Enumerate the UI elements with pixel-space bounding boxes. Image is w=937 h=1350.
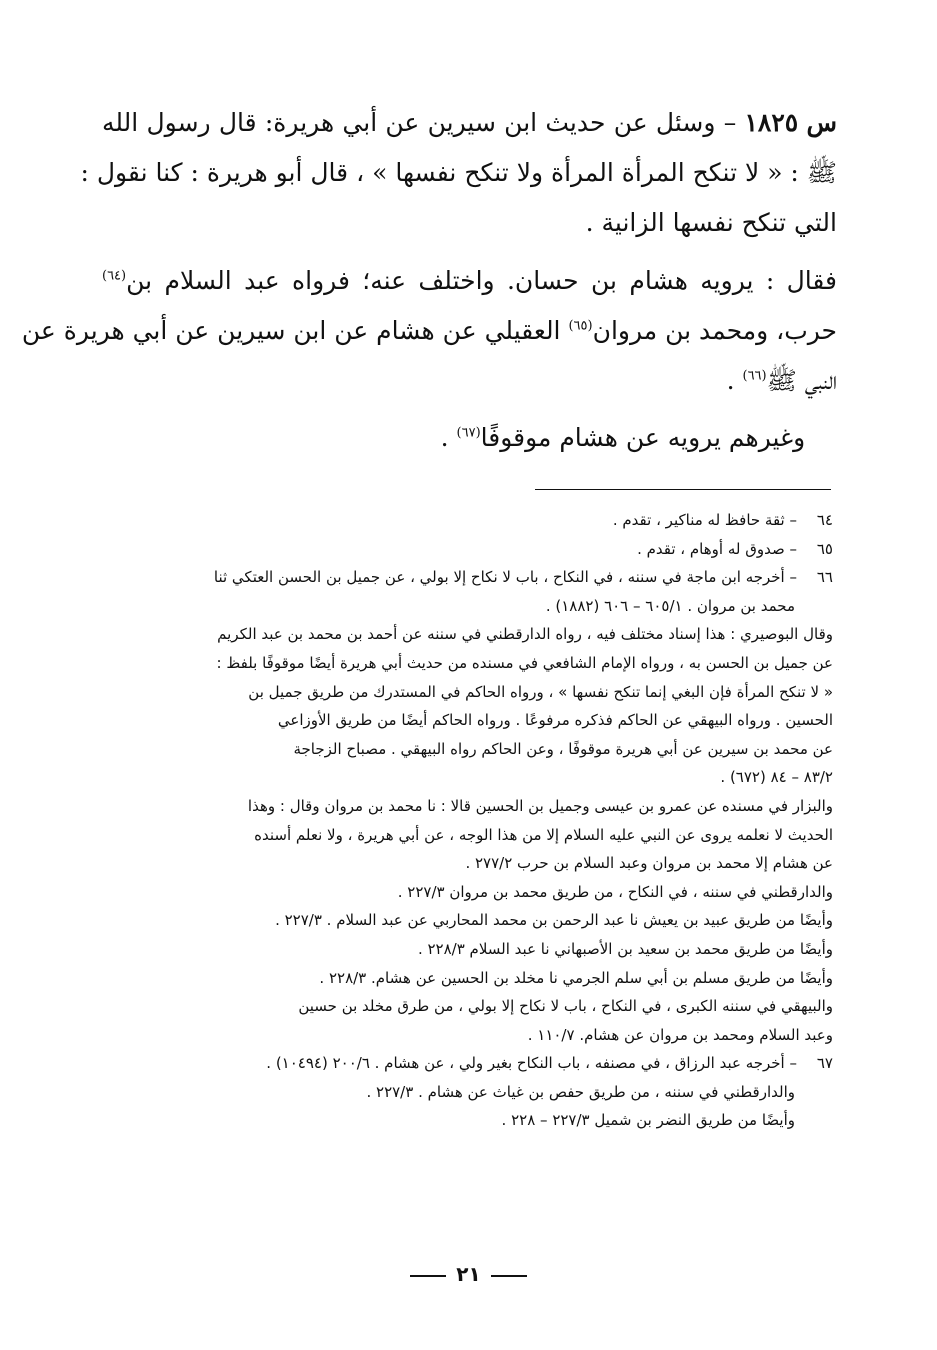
answer-line-2 [21, 306, 837, 356]
footnote-66-line: الحسين . ورواه البيهقي عن الحاكم فذكره مرفوعًا . ورواه الحاكم أيضًا من طريق الأوزاعي [277, 711, 833, 730]
footnote-66-line: وأيضًا من طريق مسلم بن أبي سلم الجرمي نا مخلد بن الحسين عن هشام. ٢٢٨/٣ . [319, 968, 833, 987]
footnote-64 [98, 506, 833, 535]
footnote-66-line: « لا تنكح المرأة فإن البغي إنما تنكح نفسها » ، ورواه الحاكم في المستدرك من طريق جميل بن [248, 682, 833, 701]
footnote-separator [535, 489, 831, 490]
footnotes [98, 506, 833, 1135]
page-number-dash [491, 1275, 527, 1277]
page-number [0, 1262, 937, 1286]
footnote-66-line: وقال البوصيري : هذا إسناد مختلف فيه ، رواه الدارقطني في سننه عن أحمد بن محمد بن عبد الكريم [217, 625, 833, 644]
footnote-66-line: ٨٣/٢ – ٨٤ (٦٧٢) . [720, 768, 833, 787]
question-line-1 [102, 98, 837, 148]
footnote-number: ٦٤ [816, 511, 833, 529]
footnote-ref-66[interactable]: (٦٦) [742, 368, 767, 384]
footnote-text: – أخرجه ابن ماجة في سننه ، في النكاح ، باب لا نكاح إلا بولي ، عن جميل بن الحسن العتكي ثنا [213, 568, 797, 587]
footnote-66-line: الحديث لا نعلمه يروى عن النبي عليه السلام إلا من هذا الوجه ، عن أبي هريرة ، ولا نعلم أسنده [254, 825, 833, 844]
answer2-end: . [440, 423, 449, 452]
footnote-number: ٦٧ [816, 1054, 833, 1073]
question-line-2: ﷺ : « لا تنكح المرأة المرأة ولا تنكح نفسها » ، قال أبو هريرة : كنا نقول : [80, 158, 837, 187]
footnote-number: ٦٥ [816, 539, 833, 558]
footnote-ref-67[interactable]: (٦٧) [456, 425, 481, 441]
footnote-66-line: محمد بن مروان . ٦٠٥/١ – ٦٠٦ (١٨٨٢) . [545, 596, 795, 615]
answer2-line [102, 413, 837, 463]
footnote-67 [98, 1049, 833, 1078]
footnote-66-line: عن هشام إلا محمد بن مروان وعبد السلام بن حرب ٢٧٧/٢ . [465, 854, 833, 873]
answer2-text: وغيرهم يرويه عن هشام موقوفًا [480, 423, 806, 452]
page-number-value: ٢١ [456, 1262, 481, 1286]
footnote-67-line: وأيضًا من طريق النضر بن شميل ٢٢٧/٣ – ٢٢٨ . [501, 1111, 795, 1130]
footnote-66 [98, 563, 833, 592]
footnote-67-line: والدارقطني في سننه ، من طريق حفص بن غياث عن هشام . ٢٢٧/٣ . [366, 1082, 795, 1101]
question-line-3: التي تنكح نفسها الزانية . [585, 208, 837, 237]
footnote-ref-65[interactable]: (٦٥) [568, 318, 593, 334]
footnote-66-line: وأيضًا من طريق عبيد بن يعيش نا عبد الرحمن بن محمد المحاربي عن عبد السلام . ٢٢٧/٣ . [275, 911, 833, 930]
footnote-66-line: وعبد السلام ومحمد بن مروان عن هشام. ١١٠/٧ . [527, 1025, 833, 1044]
question-paragraph [80, 98, 838, 248]
footnote-number: ٦٦ [816, 568, 833, 587]
answer-text-2b: العقيلي عن هشام عن ابن سيرين عن أبي هريرة عن [21, 316, 569, 345]
footnote-66-line: والدارقطني في سننه ، في النكاح ، من طريق محمد بن مروان ٢٢٧/٣ . [397, 882, 833, 901]
footnote-66-line: عن محمد بن سيرين عن أبي هريرة موقوفًا ، وعن الحاكم رواه البيهقي . مصباح الزجاجة [293, 739, 833, 758]
question-label: س [806, 108, 838, 137]
footnote-65 [98, 535, 833, 564]
answer2-paragraph [102, 413, 837, 463]
footnote-text: – أخرجه عبد الرزاق ، في مصنفه ، باب النكاح بغير ولي ، عن هشام . ٢٠٠/٦ (١٠٤٩٤) . [266, 1054, 797, 1073]
page-number-dash [410, 1275, 446, 1277]
footnote-text: – صدوق له أوهام ، تقدم . [637, 539, 797, 558]
answer-text-2a: حرب، ومحمد بن مروان [592, 316, 837, 345]
question-text-1: – وسئل عن حديث ابن سيرين عن أبي هريرة: قال رسول الله [102, 108, 737, 137]
question-number: ١٨٢٥ [744, 108, 799, 137]
footnote-66-line: والبزار في مسنده عن عمرو بن عيسى وجميل بن الحسين قالا : نا محمد بن مروان وقال : وهذا [247, 796, 833, 815]
footnote-ref-64[interactable]: (٦٤) [102, 268, 127, 284]
answer-paragraph [21, 256, 837, 406]
answer-line-3-end: . [726, 366, 735, 395]
answer-text-3: النبي ﷺ [766, 366, 837, 395]
footnote-66-line: والبيهقي في سننه الكبرى ، في النكاح ، باب لا نكاح إلا بولي ، من طرق مخلد بن حسين [298, 997, 833, 1016]
answer-text-1: فقال : يرويه هشام بن حسان. واختلف عنه؛ فرواه عبد السلام بن [126, 266, 837, 295]
answer-line-1 [102, 256, 837, 306]
footnote-66-line: وأيضًا من طريق محمد بن سعيد بن الأصبهاني نا عبد السلام ٢٢٨/٣ . [417, 939, 833, 958]
answer-line-3 [102, 356, 837, 406]
footnote-66-line: عن جميل بن الحسن به ، ورواه الإمام الشافعي في مسنده من حديث أبي هريرة أيضًا موقوفًا بلفظ : [216, 653, 833, 672]
footnote-text: – ثقة حافظ له مناكير ، تقدم . [612, 511, 797, 529]
